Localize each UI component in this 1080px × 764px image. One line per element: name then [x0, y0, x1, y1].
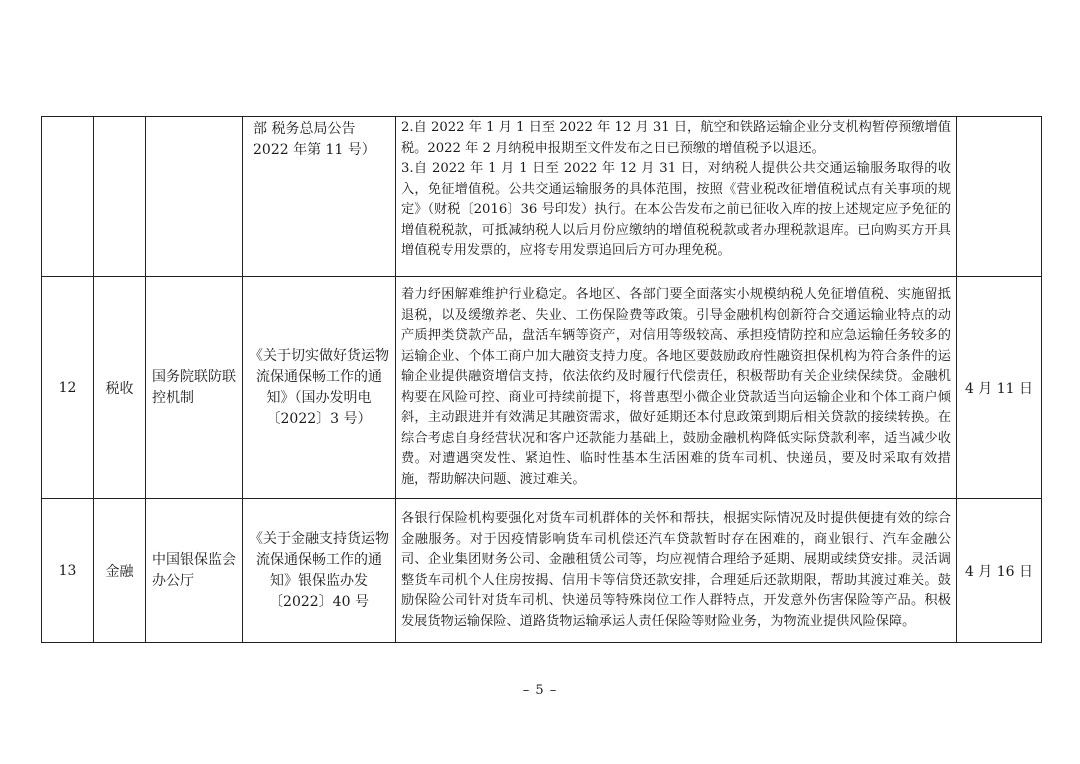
issuing-org-cell: 国务院联防联控机制 — [146, 277, 243, 499]
policy-paragraph: 3.自 2022 年 1 月 1 日至 2022 年 12 月 31 日，对纳税人提供公共交通运输服务取得的收入，免征增值税。公共交通运输服务的具体范围，按照《营业税改征增值税试点有关事项的规定》（财税〔2016〕36 号印发）执行。在本公告发布之前已征收入库的按上述规定应予免征的增值税税款，可抵减纳税人以后月份应缴纳的增值税税款或者办理税款退库。已向购买方开具增值税专用发票的，应将专用发票追回后方可办理免税。 — [401, 161, 951, 258]
document-title-cell: 《关于金融支持货运物流保通保畅工作的通知》银保监办发〔2022〕40 号 — [243, 499, 396, 643]
category-cell — [94, 117, 146, 277]
row-number-cell: 13 — [42, 499, 94, 643]
date-cell — [957, 117, 1042, 277]
policy-paragraph: 各银行保险机构要强化对货车司机群体的关怀和帮扶，根据实际情况及时提供便捷有效的综合金融服务。对于因疫情影响货车司机偿还汽车贷款暂时存在困难的，商业银行、汽车金融公司、企业集团财务公司、金融租赁公司等，均应视情合理给予延期、展期或续贷安排。灵活调整货车司机个人住房按揭、信用卡等信贷还款安排，合理延后还款期限，帮助其渡过难关。鼓励保险公司针对货车司机、快递员等特殊岗位工作人群特点，开发意外伤害保险等产品。积极发展货物运输保险、道路货物运输承运人责任保险等财险业务，为物流业提供风险保障。 — [401, 511, 951, 629]
category-cell: 金融 — [94, 499, 146, 643]
date-cell: 4 月 11 日 — [957, 277, 1042, 499]
table-row — [42, 277, 1042, 499]
policy-content-cell — [396, 499, 957, 643]
table-row — [42, 117, 1042, 277]
row-number-cell: 12 — [42, 277, 94, 499]
row-number-cell — [42, 117, 94, 277]
policy-content-cell — [396, 277, 957, 499]
date-cell: 4 月 16 日 — [957, 499, 1042, 643]
policy-table — [41, 116, 1042, 643]
document-title-cell: 部 税务总局公告2022 年第 11 号） — [243, 117, 396, 277]
issuing-org-cell — [146, 117, 243, 277]
issuing-org-cell: 中国银保监会办公厅 — [146, 499, 243, 643]
page-number: – 5 – — [522, 683, 558, 698]
table-row — [42, 499, 1042, 643]
policy-paragraph: 着力纾困解难维护行业稳定。各地区、各部门要全面落实小规模纳税人免征增值税、实施留抵退税，以及缓缴养老、失业、工伤保险费等政策。引导金融机构创新符合交通运输业特点的动产质押类贷款产品，盘活车辆等资产，对信用等级较高、承担疫情防控和应急运输任务较多的运输企业、个体工商户加大融资支持力度。各地区要鼓励政府性融资担保机构为符合条件的运输企业提供融资增信支持，依法依约及时履行代偿责任，积极帮助有关企业续保续贷。金融机构要在风险可控、商业可持续前提下，将普惠型小微企业贷款适当向运输企业和个体工商户倾斜，主动跟进并有效满足其融资需求，做好延期还本付息政策到期后相关贷款的接续转换。在综合考虑自身经营状况和客户还款能力基础上，鼓励金融机构降低实际贷款利率，适当减少收费。对遭遇突发性、紧迫性、临时性基本生活困难的货车司机、快递员，要及时采取有效措施，帮助解决问题、渡过难关。 — [401, 287, 951, 487]
policy-content-cell — [396, 117, 957, 277]
document-title-cell: 《关于切实做好货运物流保通保畅工作的通知》（国办发明电〔2022〕3 号） — [243, 277, 396, 499]
category-cell: 税收 — [94, 277, 146, 499]
policy-paragraph: 2.自 2022 年 1 月 1 日至 2022 年 12 月 31 日，航空和铁路运输企业分支机构暂停预缴增值税。2022 年 2 月纳税申报期至文件发布之日已预缴的增值税予以退还。 — [401, 120, 951, 156]
